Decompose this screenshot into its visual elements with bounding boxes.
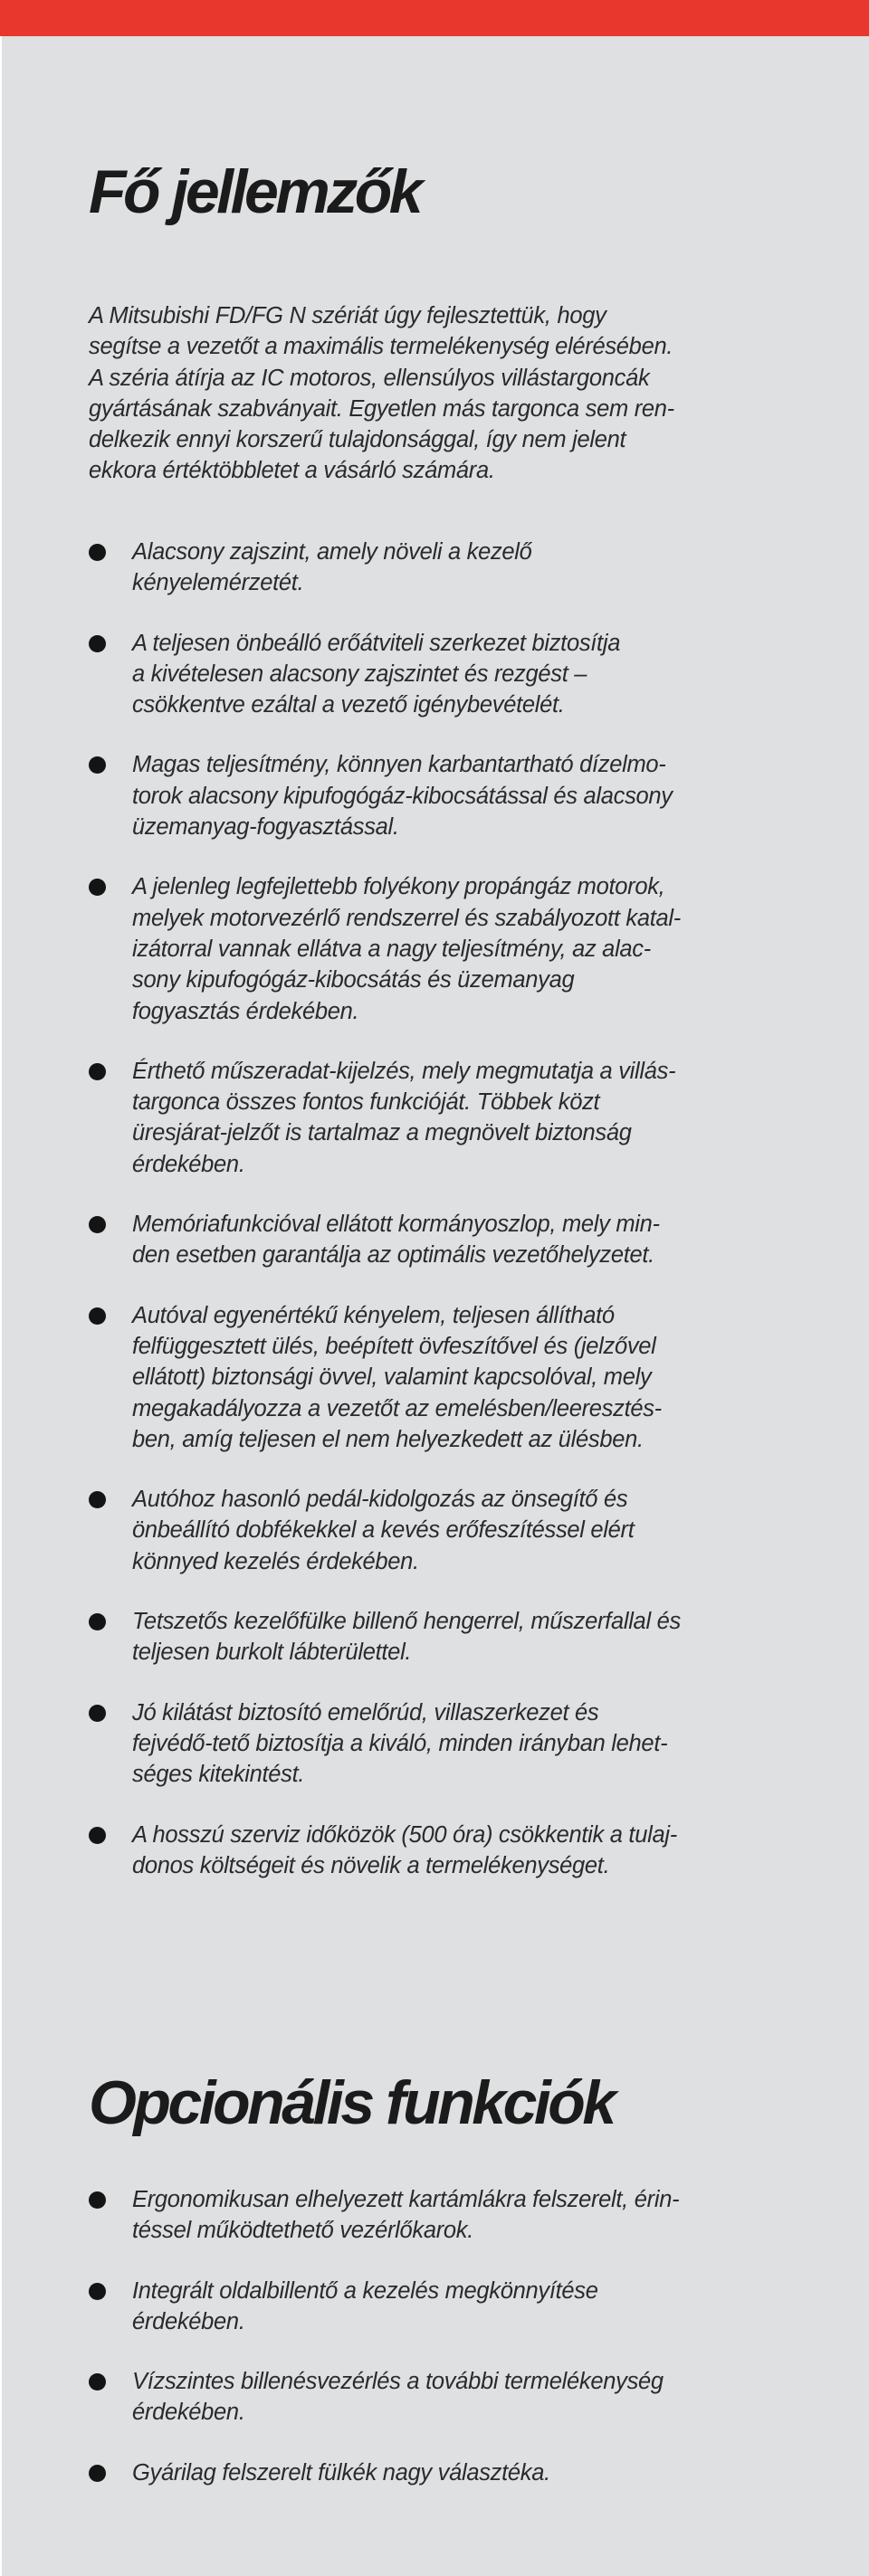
list-item-text: Vízszintes billenésvezérlés a további termelékenység érdekében. xyxy=(132,2369,664,2426)
list-item xyxy=(89,1056,740,1180)
main-features-intro: A Mitsubishi FD/FG N szériát úgy fejlesztettük, hogy segítse a vezetőt a maximális termelékenység elérésében. A széria átírja az IC motoros, ellensúlyos villástargoncák gyártásának szabványait. Egyetlen más targonca sem ren- delkezik ennyi korszerű tulajdonsággal, így nem jelent ekkora értéktöbbletet a vásárló számára. xyxy=(89,303,674,484)
optional-features-heading: Opcionális funkciók xyxy=(89,2068,614,2137)
left-edge-strip xyxy=(0,36,2,2576)
list-item-text: Memóriafunkcióval ellátott kormányoszlop, mely min- den esetben garantálja az optimális vezetőhelyzetet. xyxy=(132,1212,660,1269)
list-item-text: Autóhoz hasonló pedál-kidolgozás az önsegítő és önbeállító dobfékekkel a kevés erőfeszítéssel elért könnyed kezelés érdekében. xyxy=(132,1487,635,1574)
list-item xyxy=(89,2184,740,2247)
bullet-icon xyxy=(89,2465,106,2482)
list-item xyxy=(89,1606,740,1668)
list-item xyxy=(89,2276,740,2338)
list-item-text: Tetszetős kezelőfülke billenő hengerrel, műszerfallal és teljesen burkolt lábterülettel. xyxy=(132,1609,681,1666)
list-item xyxy=(89,1209,740,1271)
bullet-icon xyxy=(89,2283,106,2300)
list-item xyxy=(89,2366,740,2429)
bullet-icon xyxy=(89,879,106,896)
bullet-icon xyxy=(89,1307,106,1325)
bullet-icon xyxy=(89,2373,106,2391)
main-features-list xyxy=(89,537,740,1910)
list-item-text: Érthető műszeradat-kijelzés, mely megmutatja a villás- targonca összes fontos funkcióját. Többek közt üresjárat-jelzőt is tartalmaz a megnövelt biztonság érdekében. xyxy=(132,1058,676,1177)
list-item-text: Alacsony zajszint, amely növeli a kezelő kényelemérzetét. xyxy=(132,539,532,596)
bullet-icon xyxy=(89,756,106,774)
bullet-icon xyxy=(89,544,106,561)
bullet-icon xyxy=(89,1216,106,1233)
list-item xyxy=(89,2457,740,2488)
list-item-text: A jelenleg legfejlettebb folyékony propángáz motorok, melyek motorvezérlő rendszerrel és szabályozott katal- izátorral vannak ellátva a nagy teljesítmény, az alac- sony kipufogógáz-kibocsátás és üzemanyag fogyasztás érdekében. xyxy=(132,874,681,1024)
main-features-heading: Fő jellemzők xyxy=(89,157,421,226)
bullet-icon xyxy=(89,1827,106,1844)
list-item xyxy=(89,1484,740,1577)
bullet-icon xyxy=(89,1613,106,1630)
list-item-text: Gyárilag felszerelt fülkék nagy választéka. xyxy=(132,2459,550,2486)
optional-features-list xyxy=(89,2184,740,2517)
top-accent-bar xyxy=(0,0,869,36)
bullet-icon xyxy=(89,2191,106,2209)
list-item-text: Integrált oldalbillentő a kezelés megkönnyítése érdekében. xyxy=(132,2277,598,2334)
list-item xyxy=(89,871,740,1026)
list-item xyxy=(89,1697,740,1791)
bullet-icon xyxy=(89,1705,106,1722)
list-item xyxy=(89,1300,740,1455)
bullet-icon xyxy=(89,1063,106,1080)
list-item-text: A teljesen önbeálló erőátviteli szerkezet biztosítja a kivételesen alacsony zajszintet és rezgést – csökkentve ezáltal a vezető igénybevételét. xyxy=(132,630,621,718)
list-item-text: Autóval egyenértékű kényelem, teljesen állítható felfüggesztett ülés, beépített övfeszítővel és (jelzővel ellátott) biztonsági övvel, valamint kapcsolóval, mely megakadályozza a vezetőt az emelésben/leeresztés- ben, amíg teljesen el nem helyezkedett az ülésben. xyxy=(132,1302,662,1452)
list-item xyxy=(89,628,740,721)
list-item-text: Ergonomikusan elhelyezett kartámlákra felszerelt, érin- téssel működtethető vezérlőkarok. xyxy=(132,2187,680,2244)
list-item xyxy=(89,1820,740,1882)
list-item xyxy=(89,537,740,599)
list-item xyxy=(89,749,740,842)
list-item-text: Magas teljesítmény, könnyen karbantartható dízelmo- torok alacsony kipufogógáz-kibocsátással és alacsony üzemanyag-fogyasztással. xyxy=(132,752,673,841)
bullet-icon xyxy=(89,635,106,652)
list-item-text: Jó kilátást biztosító emelőrúd, villaszerkezet és fejvédő-tető biztosítja a kiváló, minden irányban lehet- séges kitekintést. xyxy=(132,1699,668,1788)
list-item-text: A hosszú szerviz időközök (500 óra) csökkentik a tulaj- donos költségeit és növelik a termelékenységet. xyxy=(132,1821,677,1878)
bullet-icon xyxy=(89,1491,106,1508)
